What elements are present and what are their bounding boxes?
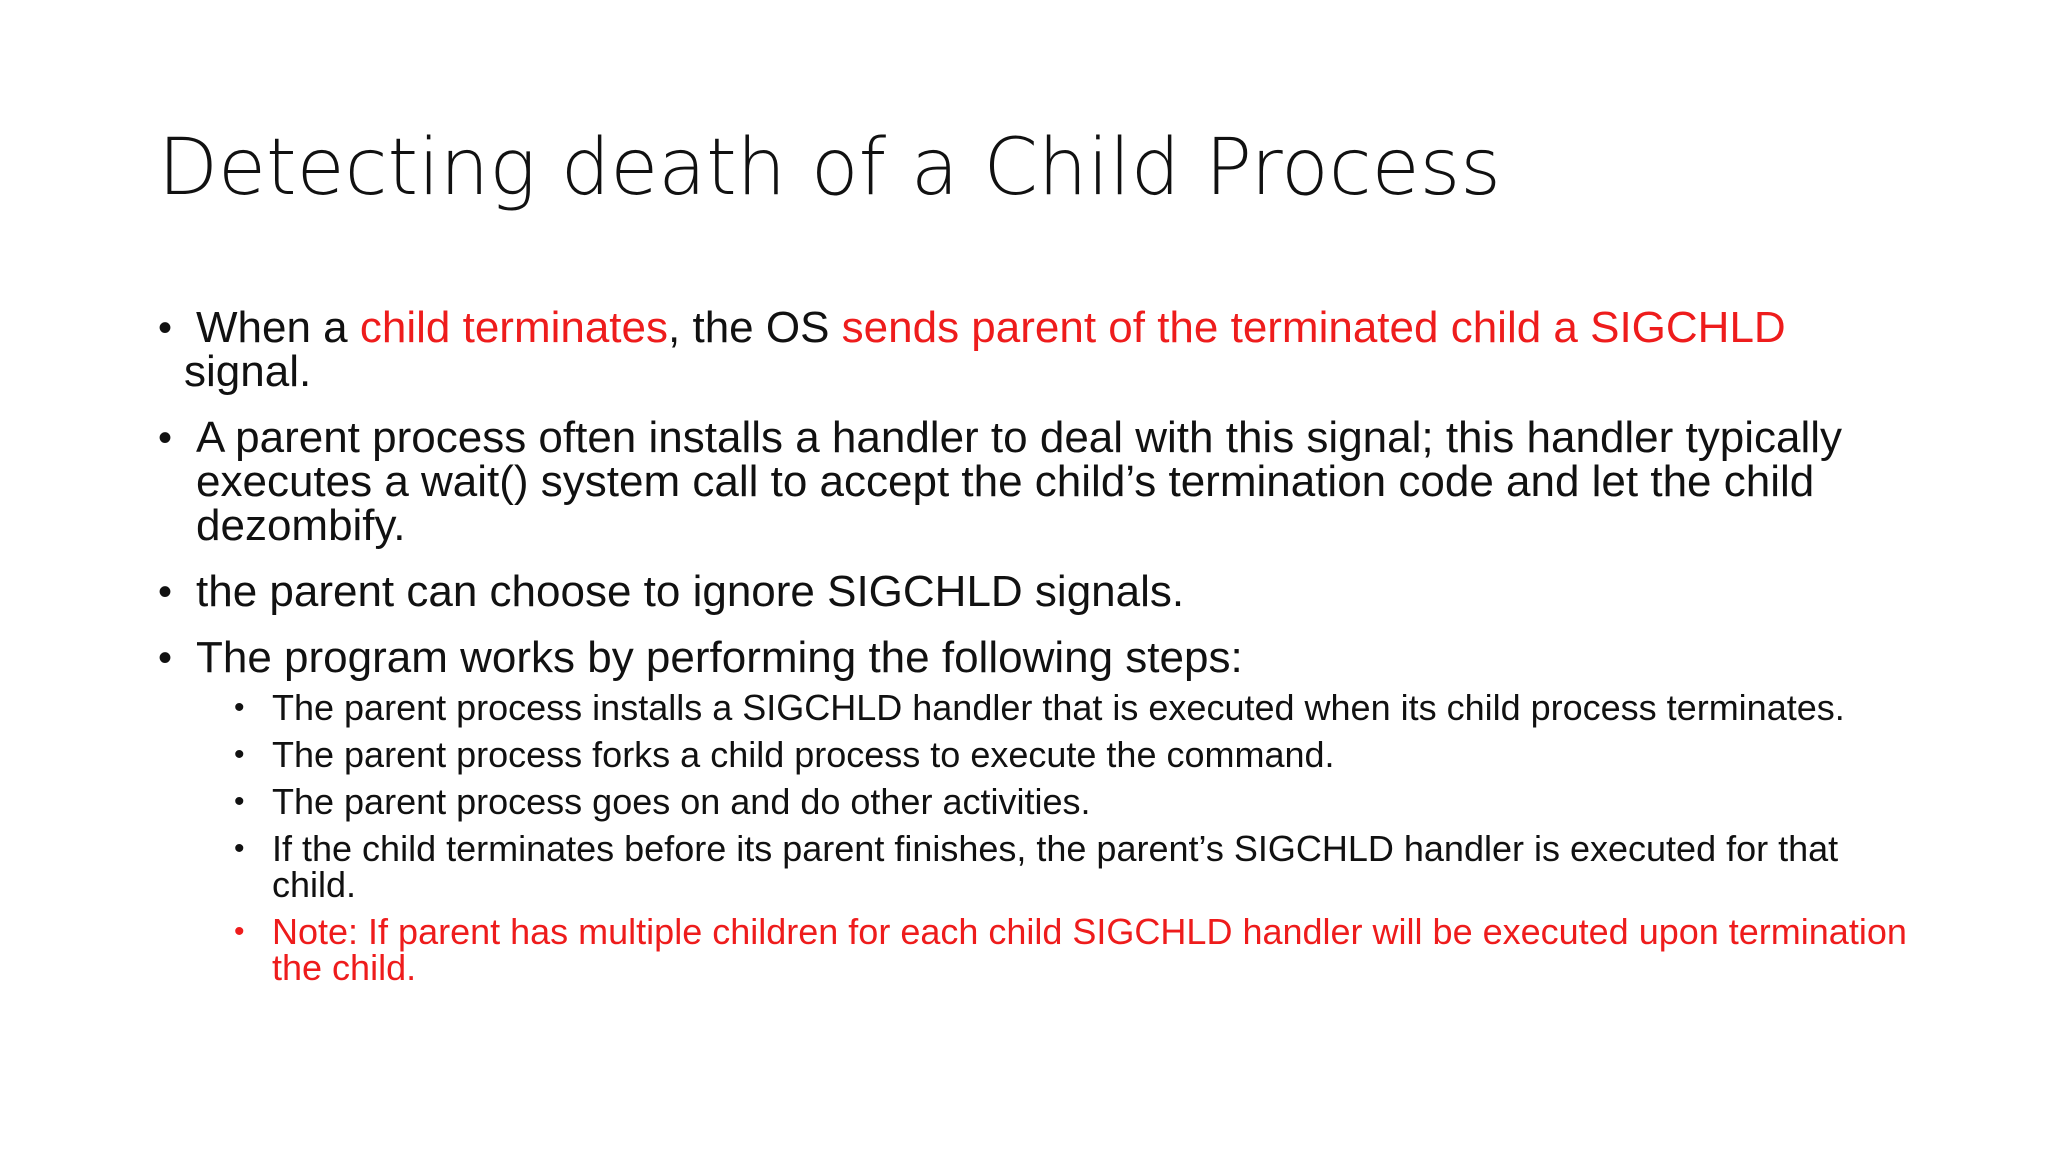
bullet-text-4: The program works by performing the following steps: (196, 633, 1243, 682)
step-item: • The parent process installs a SIGCHLD handler that is executed when its child process terminates. (234, 687, 1845, 728)
sub-bullet-dot: • (234, 832, 245, 865)
step-note: • Note: If parent has multiple children for each child SIGCHLD handler will be executed upon termination the child. (234, 911, 1907, 988)
sub-bullet-dot: • (234, 691, 245, 724)
bullet-dot: • (158, 636, 173, 680)
bullet-dot: • (158, 306, 173, 350)
slide-body (158, 303, 1918, 997)
bullet-child-terminates (158, 303, 1918, 396)
sub-bullet-dot: • (234, 915, 245, 948)
highlight-child-terminates: child terminates (359, 303, 669, 352)
bullet-text-1: When a child terminates, the OS sends parent of the terminated child a SIGCHLD signal. (184, 303, 1786, 396)
slide-title: Detecting death of a Child Process (158, 123, 1501, 213)
sub-bullet-dot: • (234, 738, 245, 771)
step-item: • The parent process forks a child process to execute the command. (234, 734, 1335, 775)
bullet-text-3: the parent can choose to ignore SIGCHLD signals. (196, 567, 1185, 616)
sub-bullet-dot: • (234, 785, 245, 818)
bullet-handler (158, 413, 1918, 550)
step-item: • The parent process goes on and do other activities. (234, 781, 1091, 822)
bullet-text-2: A parent process often installs a handler to deal with this signal; this handler typically executes a wait() system call to accept the child’s termination code and let the child dezombify. (196, 413, 1843, 550)
bullet-ignore (158, 567, 1918, 616)
step-item: • If the child terminates before its parent finishes, the parent’s SIGCHLD handler is executed for that child. (234, 828, 1839, 905)
highlight-sends-sigchld: sends parent of the terminated child a SIGCHLD (841, 303, 1786, 352)
bullet-dot: • (158, 570, 173, 614)
bullet-dot: • (158, 416, 173, 460)
steps-list (158, 687, 1918, 988)
bullet-steps-intro (158, 633, 1918, 682)
